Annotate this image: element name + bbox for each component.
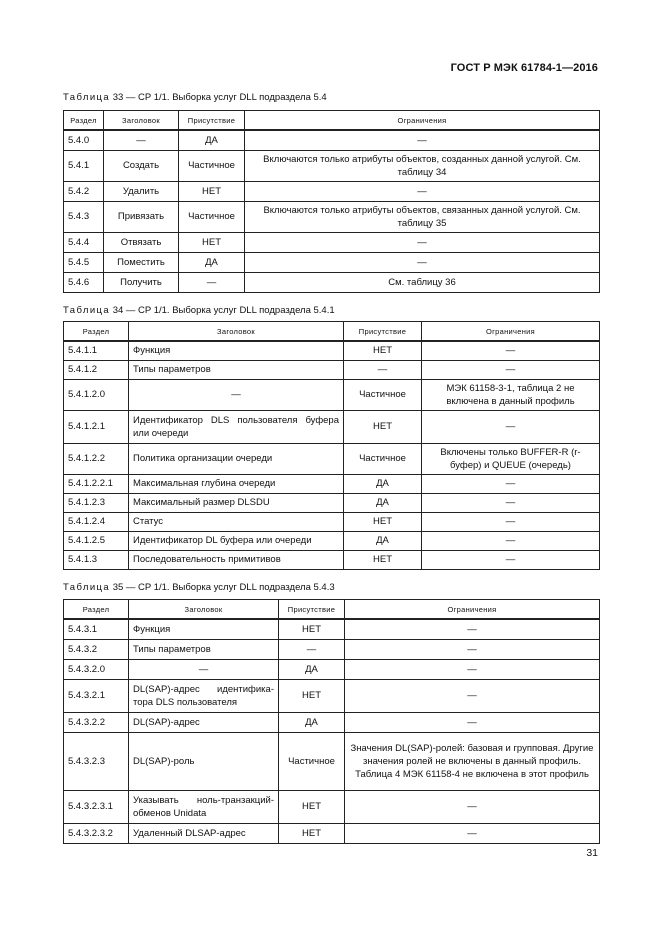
col-header-presence: Присутствие [344,322,422,342]
cell-presence: ДА [344,474,422,493]
cell-presence: Частичное [179,150,245,181]
table-row [64,790,600,823]
cell-restrictions: — [422,493,600,512]
cell-section: 5.4.1.2.0 [64,379,129,410]
cell-restrictions: Включены только BUFFER-R (r-буфер) и QUEUE (очередь) [422,443,600,474]
cell-restrictions: — [245,252,600,272]
table-row [64,252,600,272]
cell-section: 5.4.1.2.2 [64,443,129,474]
table-row [64,130,600,150]
table-row [64,639,600,659]
cell-section: 5.4.1.1 [64,341,129,360]
table-row [64,512,600,531]
cell-title: Удалить [104,181,179,201]
table-33-title: 33 — CP 1/1. Выборка услуг DLL подраздела 5.4 [112,92,327,103]
cell-restrictions: — [345,790,600,823]
cell-title: Указывать ноль-транзакций-обменов Unidata [129,790,279,823]
table-header-row [64,322,600,342]
cell-section: 5.4.3.1 [64,619,129,639]
cell-title: Привязать [104,201,179,232]
col-header-title: Заголовок [129,600,279,620]
cell-restrictions: — [345,659,600,679]
col-header-section: Раздел [64,322,129,342]
cell-title: Поместить [104,252,179,272]
cell-section: 5.4.2 [64,181,104,201]
col-header-presence: Присутствие [279,600,345,620]
cell-title: Максимальная глубина очереди [129,474,344,493]
col-header-section: Раздел [64,111,104,131]
table-row [64,201,600,232]
cell-section: 5.4.1.2.1 [64,410,129,443]
cell-restrictions: См. таблицу 36 [245,272,600,292]
cell-restrictions: — [422,410,600,443]
cell-section: 5.4.1.2.3 [64,493,129,512]
col-header-restrictions: Ограничения [245,111,600,131]
table-33-label: Таблица [63,92,111,103]
col-header-title: Заголовок [104,111,179,131]
cell-presence: НЕТ [279,790,345,823]
cell-presence: ДА [179,252,245,272]
cell-title: — [129,379,344,410]
col-header-restrictions: Ограничения [422,322,600,342]
cell-section: 5.4.3 [64,201,104,232]
cell-title: Функция [129,619,279,639]
table-header-row [64,111,600,131]
cell-presence: Частичное [179,201,245,232]
table-35-caption [63,582,335,593]
cell-restrictions: — [422,341,600,360]
cell-restrictions: — [345,619,600,639]
cell-section: 5.4.1.3 [64,550,129,569]
cell-title: DL(SAP)-адрес идентифика-тора DLS пользователя [129,679,279,712]
cell-section: 5.4.6 [64,272,104,292]
table-row [64,732,600,790]
table-row [64,712,600,732]
cell-title: Типы параметров [129,360,344,379]
cell-presence: НЕТ [279,823,345,843]
cell-restrictions: — [422,360,600,379]
cell-restrictions: Включаются только атрибуты объектов, связанных данной услугой. См. таблицу 35 [245,201,600,232]
table-34-label: Таблица [63,305,111,316]
cell-section: 5.4.4 [64,232,104,252]
cell-presence: НЕТ [344,512,422,531]
cell-section: 5.4.3.2.0 [64,659,129,679]
table-33 [63,110,600,293]
cell-presence: НЕТ [179,181,245,201]
cell-title: Отвязать [104,232,179,252]
table-row [64,150,600,181]
cell-section: 5.4.1.2 [64,360,129,379]
cell-title: Максимальный размер DLSDU [129,493,344,512]
table-header-row [64,600,600,620]
col-header-restrictions: Ограничения [345,600,600,620]
cell-section: 5.4.3.2 [64,639,129,659]
cell-restrictions: МЭК 61158-3-1, таблица 2 не включена в данный профиль [422,379,600,410]
cell-presence: НЕТ [344,341,422,360]
cell-presence: ДА [279,659,345,679]
table-row [64,659,600,679]
table-row [64,272,600,292]
cell-section: 5.4.1.2.5 [64,531,129,550]
cell-presence: НЕТ [279,619,345,639]
col-header-section: Раздел [64,600,129,620]
cell-title: Создать [104,150,179,181]
cell-restrictions: — [422,474,600,493]
table-row [64,341,600,360]
table-33-caption [63,92,327,103]
cell-presence: НЕТ [179,232,245,252]
cell-title: Идентификатор DLS пользователя буфера или очереди [129,410,344,443]
cell-section: 5.4.3.2.2 [64,712,129,732]
cell-title: Типы параметров [129,639,279,659]
cell-title: Получить [104,272,179,292]
col-header-title: Заголовок [129,322,344,342]
table-35-label: Таблица [63,582,111,593]
cell-title: DL(SAP)-адрес [129,712,279,732]
table-34 [63,321,600,570]
cell-presence: — [279,639,345,659]
table-row [64,443,600,474]
cell-presence: ДА [344,531,422,550]
cell-title: Функция [129,341,344,360]
cell-restrictions: — [345,823,600,843]
table-row [64,493,600,512]
cell-presence: — [344,360,422,379]
cell-restrictions: — [345,639,600,659]
cell-restrictions: — [422,550,600,569]
standard-header: ГОСТ Р МЭК 61784-1—2016 [450,62,598,74]
cell-restrictions: Значения DL(SAP)-ролей: базовая и групповая. Другие значения ролей не включены в данный профиль. Таблица 4 МЭК 61158-4 не включена в этот профиль [345,732,600,790]
cell-title: Последовательность примитивов [129,550,344,569]
cell-section: 5.4.1 [64,150,104,181]
cell-section: 5.4.1.2.4 [64,512,129,531]
table-row [64,360,600,379]
cell-restrictions: — [345,679,600,712]
table-34-caption [63,305,335,316]
table-row [64,410,600,443]
cell-title: — [104,130,179,150]
table-row [64,550,600,569]
cell-presence: НЕТ [344,410,422,443]
cell-title: Удаленный DLSAP-адрес [129,823,279,843]
cell-section: 5.4.5 [64,252,104,272]
cell-presence: ДА [179,130,245,150]
cell-presence: НЕТ [344,550,422,569]
cell-presence: Частичное [344,379,422,410]
table-row [64,679,600,712]
cell-presence: ДА [279,712,345,732]
cell-presence: — [179,272,245,292]
cell-presence: Частичное [344,443,422,474]
cell-restrictions: — [422,531,600,550]
table-34-title: 34 — CP 1/1. Выборка услуг DLL подраздела 5.4.1 [112,305,335,316]
cell-section: 5.4.1.2.2.1 [64,474,129,493]
table-row [64,823,600,843]
col-header-presence: Присутствие [179,111,245,131]
table-row [64,379,600,410]
cell-presence: НЕТ [279,679,345,712]
cell-presence: Частичное [279,732,345,790]
table-row [64,619,600,639]
cell-section: 5.4.0 [64,130,104,150]
cell-title: Статус [129,512,344,531]
cell-restrictions: — [245,181,600,201]
cell-restrictions: — [345,712,600,732]
cell-section: 5.4.3.2.3.1 [64,790,129,823]
cell-restrictions: — [245,130,600,150]
table-row [64,474,600,493]
cell-title: Идентификатор DL буфера или очереди [129,531,344,550]
cell-title: Политика организации очереди [129,443,344,474]
cell-presence: ДА [344,493,422,512]
cell-title: DL(SAP)-роль [129,732,279,790]
cell-restrictions: — [422,512,600,531]
cell-restrictions: — [245,232,600,252]
cell-section: 5.4.3.2.3.2 [64,823,129,843]
table-row [64,531,600,550]
table-row [64,232,600,252]
cell-section: 5.4.3.2.3 [64,732,129,790]
cell-title: — [129,659,279,679]
cell-section: 5.4.3.2.1 [64,679,129,712]
page-number: 31 [586,847,598,859]
table-row [64,181,600,201]
table-35 [63,599,600,844]
table-35-title: 35 — CP 1/1. Выборка услуг DLL подраздела 5.4.3 [112,582,335,593]
cell-restrictions: Включаются только атрибуты объектов, созданных данной услугой. См. таблицу 34 [245,150,600,181]
